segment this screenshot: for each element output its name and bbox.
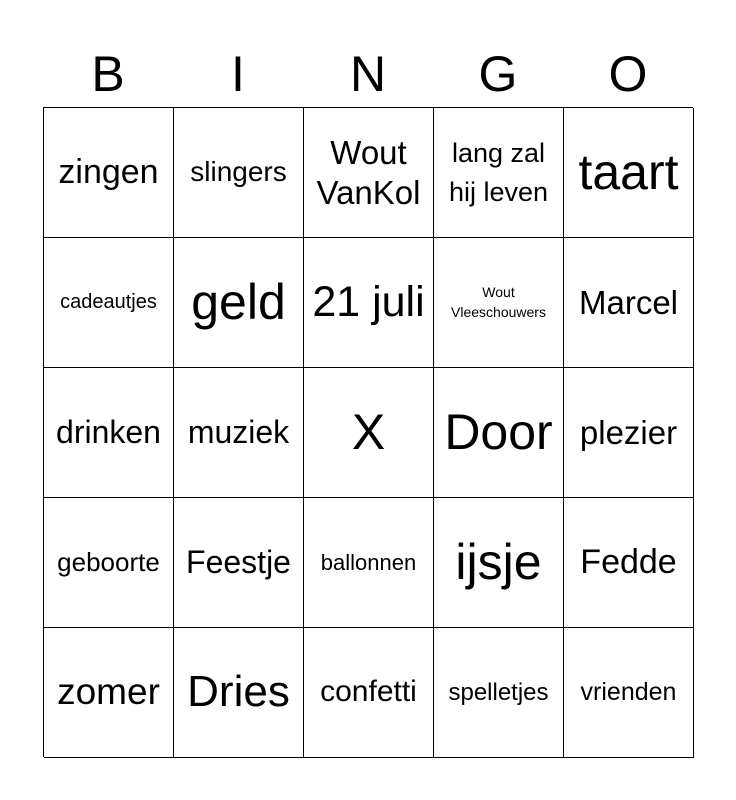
bingo-cell[interactable] xyxy=(174,628,304,758)
bingo-cell-text: vrienden xyxy=(580,678,677,707)
bingo-cell-text: cadeautjes xyxy=(60,291,157,313)
bingo-cell-text: taart xyxy=(578,143,679,200)
bingo-cell[interactable] xyxy=(174,498,304,628)
bingo-cell[interactable] xyxy=(44,368,174,498)
header-letter-g: G xyxy=(478,46,518,102)
header-letter-n: N xyxy=(349,46,387,102)
bingo-cell[interactable] xyxy=(174,238,304,368)
bingo-cell[interactable] xyxy=(434,368,564,498)
bingo-cell[interactable] xyxy=(44,498,174,628)
bingo-cell[interactable] xyxy=(44,238,174,368)
bingo-cell-text: zingen xyxy=(58,152,159,191)
header-letter-i: I xyxy=(231,46,245,102)
bingo-cell[interactable] xyxy=(44,108,174,238)
bingo-cell-text: lang zal hij leven xyxy=(448,138,549,207)
bingo-cell-text: Wout Vleeschouwers xyxy=(451,283,546,320)
bingo-cell[interactable] xyxy=(564,368,694,498)
bingo-cell-text: muziek xyxy=(187,414,290,451)
bingo-cell[interactable] xyxy=(434,108,564,238)
bingo-cell[interactable] xyxy=(174,108,304,238)
bingo-cell[interactable] xyxy=(44,628,174,758)
bingo-cell-text: slingers xyxy=(190,156,287,188)
bingo-cell[interactable] xyxy=(304,498,434,628)
header-letter-b: B xyxy=(91,46,125,102)
bingo-cell-text: 21 juli xyxy=(312,277,425,326)
bingo-cell-text: Dries xyxy=(187,667,290,717)
bingo-cell-text: Door xyxy=(444,403,553,460)
bingo-cell[interactable] xyxy=(304,238,434,368)
bingo-cell-text: ijsje xyxy=(455,533,542,590)
bingo-cell[interactable] xyxy=(564,108,694,238)
bingo-cell[interactable] xyxy=(434,498,564,628)
bingo-cell[interactable] xyxy=(174,368,304,498)
bingo-cell-text: X xyxy=(351,403,386,460)
bingo-cell-text: zomer xyxy=(57,671,160,713)
bingo-cell-text: ballonnen xyxy=(320,549,417,575)
bingo-cell[interactable] xyxy=(564,628,694,758)
bingo-cell-text: geld xyxy=(191,273,286,330)
bingo-cell-text: Wout VanKol xyxy=(316,133,421,211)
bingo-cell[interactable] xyxy=(434,238,564,368)
bingo-cell-text: Feestje xyxy=(186,544,291,581)
bingo-cell[interactable] xyxy=(304,368,434,498)
bingo-board xyxy=(43,107,693,757)
header-letter-o: O xyxy=(608,46,648,102)
bingo-header xyxy=(43,42,693,106)
bingo-cell[interactable] xyxy=(564,238,694,368)
bingo-cell-text: Marcel xyxy=(578,283,679,321)
bingo-cell-text: confetti xyxy=(320,675,417,709)
bingo-cell-text: plezier xyxy=(579,413,678,451)
bingo-cell[interactable] xyxy=(304,108,434,238)
bingo-cell[interactable] xyxy=(434,628,564,758)
bingo-cell-text: drinken xyxy=(56,414,161,451)
bingo-cell-text: spelletjes xyxy=(448,678,549,706)
bingo-cell[interactable] xyxy=(564,498,694,628)
bingo-cell-text: geboorte xyxy=(57,546,160,577)
bingo-cell-text: Fedde xyxy=(580,542,677,581)
bingo-cell[interactable] xyxy=(304,628,434,758)
